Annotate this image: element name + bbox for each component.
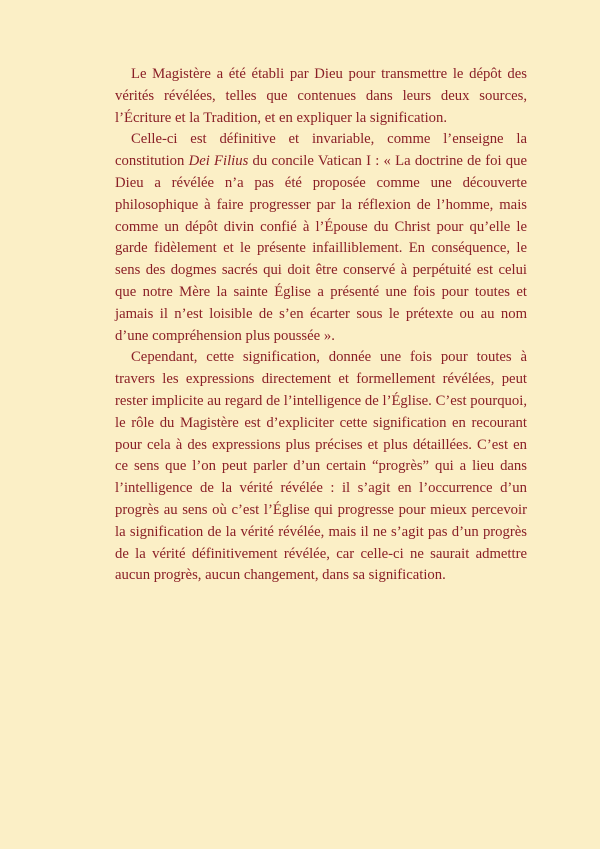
paragraph-magistere: Le Magistère a été établi par Dieu pour transmettre le dépôt des vérités révélées, telles que contenues dans leurs deux sources, l’Écriture et la Tradition, et en expliquer la signification. — [115, 66, 527, 126]
body-text — [115, 64, 527, 587]
paragraph-progres: Cependant, cette signification, donnée une fois pour toutes à travers les expressions directement et formellement révélées, peut rester implicite au regard de l’intelligence de l’Église. C’est pourquoi, le rôle du Magistère est d’expliciter cette signification en recourant pour cela à des expressions plus précises et plus détaillées. C’est en ce sens que l’on peut parler d’un certain “progrès” qui a lieu dans l’intelligence de la vérité révélée : il s’agit en l’occurrence d’un progrès au sens où c’est l’Église qui progresse pour mieux percevoir la signification de la vérité révélée, mais il ne s’agit pas d’un progrès de la vérité définitivement révélée, car celle-ci ne saurait admettre aucun progrès, aucun changement, dans sa signification. — [115, 349, 527, 584]
paragraph-dei-filius-before: Celle-ci est définitive et invariable, comme l’enseigne la constitution — [115, 131, 527, 170]
paragraph-dei-filius — [115, 129, 527, 347]
paragraph-dei-filius-after: du concile Vatican I : « La doctrine de foi que Dieu a révélée n’a pas été proposée comme une découverte philosophique à faire progresser par la réflexion de l’homme, mais comme un dépôt divin confié à l’Épouse du Christ pour qu’elle le garde fidèlement et le présente infailliblement. En conséquence, le sens des dogmes sacrés qui doit être conservé à perpétuité est celui que notre Mère la sainte Église a présenté une fois pour toutes et jamais il n’est loisible de s’en écarter sous le prétexte ou au nom d’une compréhension plus poussée ». — [115, 153, 528, 344]
dei-filius-title: Dei Filius — [188, 153, 249, 170]
